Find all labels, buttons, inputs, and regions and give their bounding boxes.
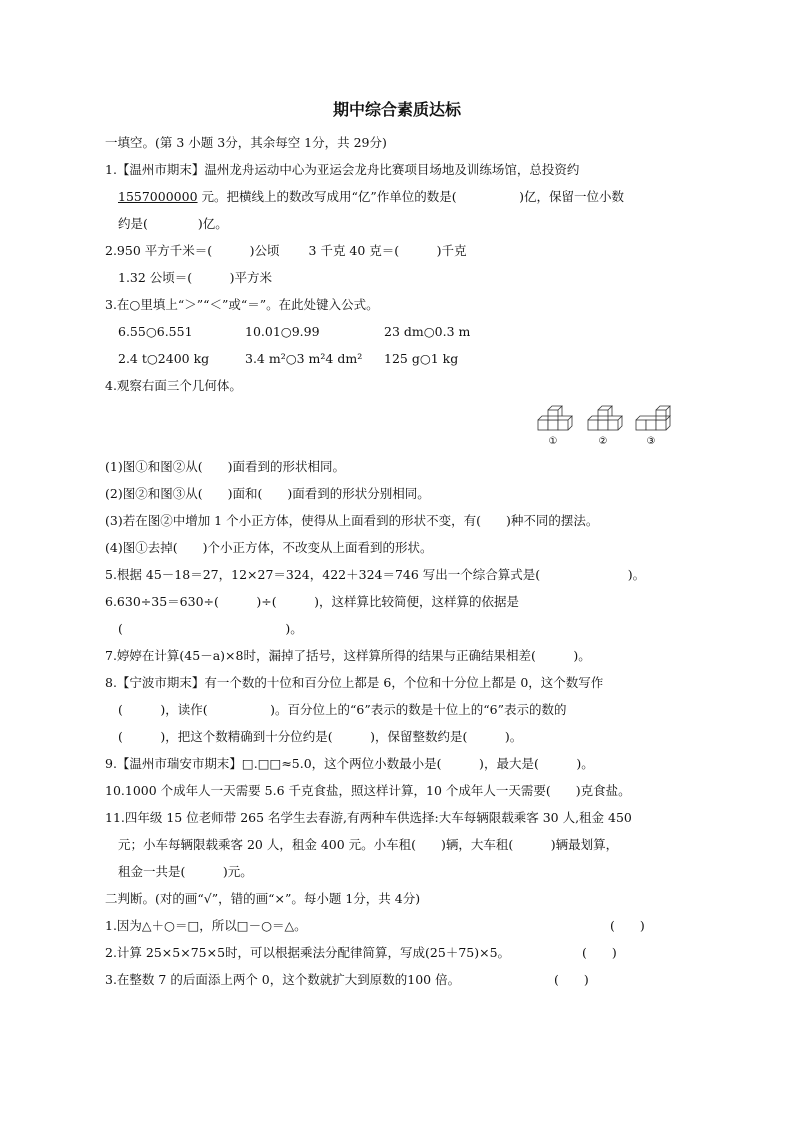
q6-line2: ( )。 (118, 621, 303, 636)
q1-line3: 约是( )亿。 (118, 216, 228, 231)
judge-q1: 1.因为△＋○＝□，所以□－○＝△。 (105, 918, 307, 933)
q3-r2c1: 2.4 t○2400 kg (118, 351, 210, 366)
figure-1 (538, 406, 572, 430)
cube-figures (536, 404, 686, 448)
figure-3-label: ③ (646, 436, 656, 447)
q4-sub1: (1)图①和图②从( )面看到的形状相同。 (105, 459, 345, 474)
q11-line2: 元；小车每辆限载乘客 20 人，租金 400 元。小车租( )辆，大车租( )辆最划算， (118, 837, 619, 852)
q3-r2c2: 3.4 m²○3 m²4 dm² (245, 351, 363, 366)
q1-underlined-number: 1557000000 (118, 189, 198, 204)
q8-line2: ( )，读作( )。百分位上的“6”表示的数是十位上的“6”表示的数的 (118, 702, 567, 717)
q3-r1c2: 10.01○9.99 (245, 324, 320, 339)
q1-line1: 1.【温州市期末】温州龙舟运动中心为亚运会龙舟比赛项目场地及训练场馆，总投资约 (105, 162, 580, 177)
q8-line3: ( )，把这个数精确到十分位约是( )，保留整数约是( )。 (118, 729, 523, 744)
judge-q1-answer-paren: ( ) (610, 918, 645, 933)
q6-line1: 6.630÷35＝630÷( )÷( )，这样算比较简便，这样算的依据是 (105, 594, 519, 609)
section2-heading: 二判断。(对的画“√”，错的画“×”。每小题 1分，共 4分) (105, 891, 421, 906)
q4-sub3: (3)若在图②中增加 1 个小正方体，使得从上面看到的形状不变，有( )种不同的摆法。 (105, 513, 599, 528)
q3-r2c3: 125 g○1 kg (384, 351, 459, 366)
q10-line: 10.1000 个成年人一天需要 5.6 千克食盐，照这样计算，10 个成年人一天需要( )克食盐。 (105, 783, 631, 798)
judge-q2: 2.计算 25×5×75×5时，可以根据乘法分配律简算，写成(25＋75)×5。 (105, 945, 511, 960)
q8-line1: 8.【宁波市期末】有一个数的十位和百分位上都是 6，个位和十分位上都是 0，这个数写作 (105, 675, 604, 690)
judge-q3-answer-paren: ( ) (554, 972, 589, 987)
q4-sub4: (4)图①去掉( )个小正方体，不改变从上面看到的形状。 (105, 540, 433, 555)
figure-2-label: ② (598, 436, 608, 447)
judge-q2-answer-paren: ( ) (582, 945, 617, 960)
figure-1-label: ① (548, 436, 558, 447)
q11-line3: 租金一共是( )元。 (118, 864, 253, 879)
q2-line2: 1.32 公顷＝( )平方米 (118, 270, 273, 285)
q4-line1: 4.观察右面三个几何体。 (105, 378, 242, 393)
q7-line: 7.婷婷在计算(45－a)×8时，漏掉了括号，这样算所得的结果与正确结果相差( )。 (105, 648, 591, 663)
q3-line1: 3.在○里填上“＞”“＜”或“＝”。在此处键入公式。 (105, 297, 379, 312)
figure-3 (636, 406, 670, 430)
q3-r1c3: 23 dm○0.3 m (384, 324, 471, 339)
q2-line1: 2.950 平方千米＝( )公顷 3 千克 40 克＝( )千克 (105, 243, 467, 258)
section1-heading: 一填空。(第 3 小题 3分，其余每空 1分，共 29分) (105, 135, 387, 150)
q1-line2 (118, 189, 624, 205)
page-title: 期中综合素质达标 (332, 100, 461, 119)
q9-line: 9.【温州市瑞安市期末】□.□□≈5.0，这个两位小数最小是( )，最大是( )。 (105, 756, 594, 771)
q4-sub2: (2)图②和图③从( )面和( )面看到的形状分别相同。 (105, 486, 430, 501)
q3-r1c1: 6.55○6.551 (118, 324, 193, 339)
judge-q3: 3.在整数 7 的后面添上两个 0，这个数就扩大到原数的100 倍。 (105, 972, 461, 987)
q5-line: 5.根据 45－18＝27，12×27＝324，422＋324＝746 写出一个综合算式是( )。 (105, 567, 646, 582)
q1-line2-text: 元。把横线上的数改写成用“亿”作单位的数是( )亿，保留一位小数 (197, 189, 625, 204)
q11-line1: 11.四年级 15 位老师带 265 名学生去春游,有两种车供选择:大车每辆限载乘客 30 人,租金 450 (105, 810, 632, 825)
figure-2 (588, 406, 622, 430)
